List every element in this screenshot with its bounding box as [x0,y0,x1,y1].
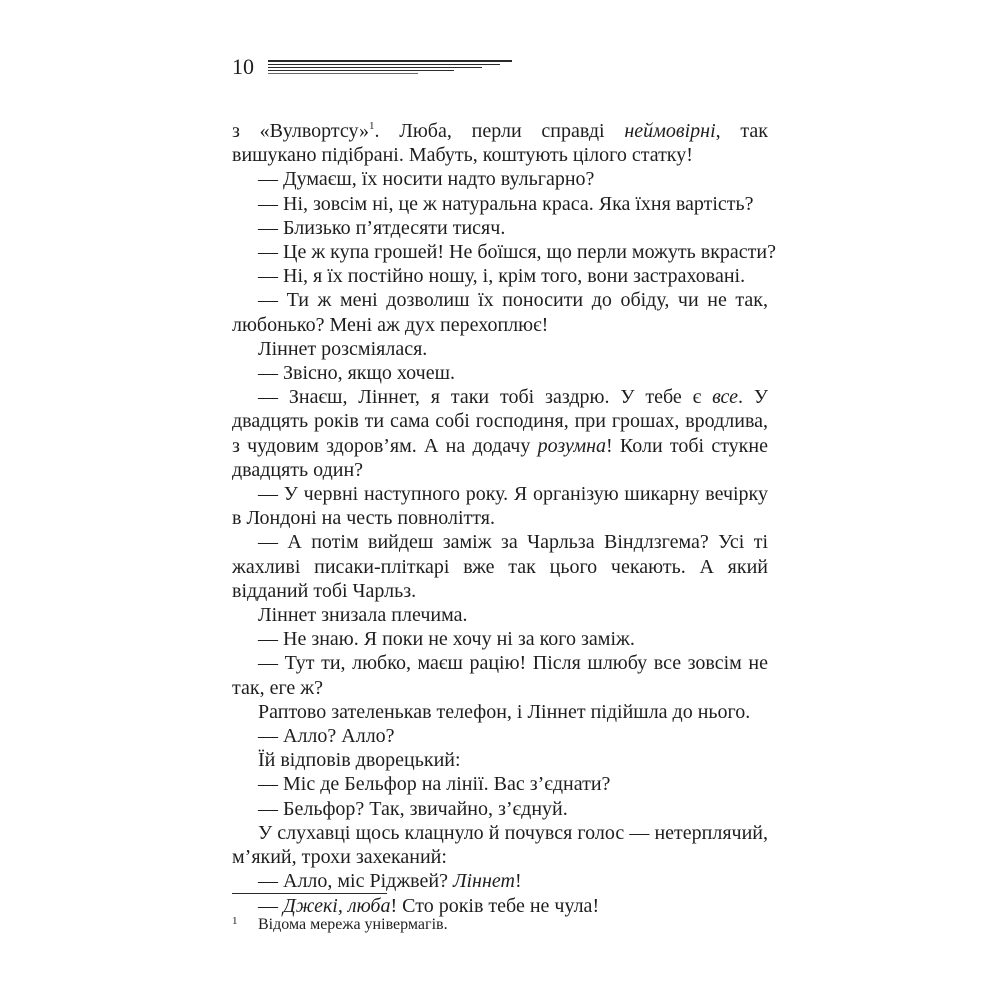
text-run: — А потім вийдеш заміж за Чарльза Віндлзгема? Усі ті жахливі писаки-пліткарі вже так цього чекають. А який відданий тобі Чарльз. [232,531,768,602]
text-run: — Тут ти, любко, маєш рацію! Після шлюбу все зовсім не так, еге ж? [232,652,768,699]
paragraph [232,772,768,796]
text-run: . У двадцять років ти сама собі господиня, при грошах, вродлива, з чудовим здоров’ям. А на додачу [232,386,768,457]
text-run: — Звісно, якщо хочеш. [258,362,455,385]
text-run: — Думаєш, їх носити надто вульгарно? [258,168,595,191]
text-run: Раптово зателенькав телефон, і Ліннет підійшла до нього. [258,700,751,723]
text-run: — Міс де Бельфор на лінії. Вас з’єднати? [258,773,611,796]
footnote-mark: 1 [232,915,238,927]
footnote [232,911,448,935]
paragraph [232,264,768,288]
text-run: з «Вулвортсу» [232,120,370,142]
paragraph [232,700,768,724]
text-run: — Це ж купа грошей! Не боїшся, що перли можуть вкрасти? [258,241,776,264]
text-run: ! [514,870,522,893]
paragraph [232,748,768,772]
text-run: — Не знаю. Я поки не хочу ні за кого заміж. [258,628,635,651]
text-run: ! Коли тобі стукне двадцять один? [232,434,768,481]
text-run: — Бельфор? Так, звичайно, з’єднуй. [258,797,568,820]
emphasis-text: розумна [537,434,607,457]
emphasis-text: Ліннет [452,870,515,893]
emphasis-text: Джекі, люба [283,894,391,917]
text-run: — Ні, зовсім ні, це ж натуральна краса. Яка їхня вартість? [258,192,754,215]
text-run: У слухавці щось клацнуло й почувся голос — нетерплячий, м’який, трохи захеканий: [232,821,768,869]
text-run: — У червні наступного року. Я організую шикарну вечірку в Лондоні на честь повноліття. [232,483,768,530]
text-run: . Люба, перли справді [374,120,625,142]
paragraph [232,192,768,216]
text-run: — Близько п’ятдесяти тисяч. [258,216,506,239]
text-run: Ліннет розсміялася. [258,337,428,360]
paragraph [232,482,768,530]
text-run: — Знаєш, Ліннет, я таки тобі заздрю. У тебе є [258,386,713,409]
text-run: — [258,894,283,917]
paragraph [232,288,768,336]
emphasis-text: неймовірні [624,120,716,142]
text-run: — Ні, я їх постійно ношу, і, крім того, вони застраховані. [258,265,746,288]
paragraph [232,797,768,821]
text-run: , так вишукано підібрані. Мабуть, коштують цілого статку! [232,120,769,167]
paragraph [232,385,768,482]
paragraph [232,119,768,167]
text-run: Ліннет знизала плечима. [258,604,468,627]
footnote-ref: 1 [369,120,375,132]
body-text [232,119,776,918]
paragraph [232,216,768,240]
text-run: Їй відповів дворецький: [258,749,461,772]
header-rule [268,60,512,74]
paragraph [232,240,776,264]
emphasis-text: все [712,386,738,409]
paragraph [232,337,768,361]
paragraph [232,724,768,748]
paragraph [232,651,768,699]
paragraph [232,603,768,627]
footnote-rule [232,893,387,894]
paragraph [232,869,768,893]
paragraph [232,361,768,385]
text-run: — Алло, міс Ріджвей? [258,870,453,893]
page-number: 10 [232,54,254,79]
text-run: — Ти ж мені дозволиш їх поносити до обіду, чи не так, любонько? Мені аж дух перехоплює! [232,289,768,336]
paragraph [232,821,768,869]
footnote-text: Відома мережа універмагів. [258,916,448,933]
paragraph [232,167,768,191]
paragraph [232,627,768,651]
text-run: — Алло? Алло? [258,725,395,748]
text-run: ! Сто років тебе не чула! [390,894,600,917]
paragraph [232,530,768,603]
